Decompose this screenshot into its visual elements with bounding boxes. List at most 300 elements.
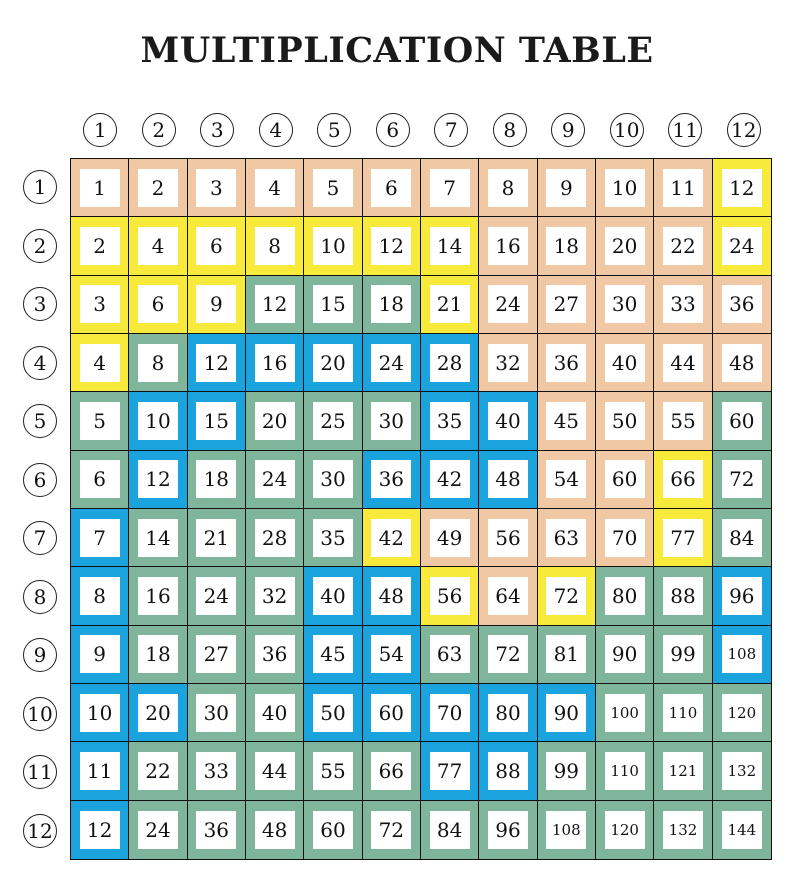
table-cell [363,334,421,392]
cell-value: 55 [313,752,353,790]
cell-value: 3 [80,285,120,323]
table-cell [129,742,187,800]
table-cell [188,626,246,684]
column-header-5: 5 [317,113,351,147]
cell-value: 32 [255,577,295,615]
cell-value: 18 [196,460,236,498]
cell-value: 120 [605,811,645,849]
cell-value: 99 [663,635,703,673]
table-cell [246,159,304,217]
table-cell [304,684,362,742]
table-cell [479,801,537,859]
cell-value: 16 [255,344,295,382]
cell-value: 20 [255,402,295,440]
cell-value: 24 [722,227,762,265]
table-cell [538,684,596,742]
cell-value: 14 [138,519,178,557]
table-cell [654,509,712,567]
cell-value: 48 [488,460,528,498]
cell-value: 40 [488,402,528,440]
cell-value: 45 [313,635,353,673]
table-cell [71,626,129,684]
table-cell [363,392,421,450]
cell-value: 12 [371,227,411,265]
row-header-8: 8 [23,580,57,614]
column-header-11: 11 [668,113,702,147]
table-cell [538,276,596,334]
table-cell [246,392,304,450]
cell-value: 27 [546,285,586,323]
cell-value: 77 [663,519,703,557]
table-cell [596,684,654,742]
table-cell [538,509,596,567]
cell-value: 54 [371,635,411,673]
table-cell [596,509,654,567]
row-header-6: 6 [23,463,57,497]
cell-value: 33 [196,752,236,790]
row-header-10: 10 [23,697,57,731]
column-header-12: 12 [727,113,761,147]
cell-value: 2 [138,169,178,207]
table-cell [304,801,362,859]
table-cell [304,276,362,334]
cell-value: 24 [196,577,236,615]
cell-value: 49 [430,519,470,557]
table-cell [596,392,654,450]
cell-value: 10 [80,694,120,732]
table-cell [421,801,479,859]
cell-value: 11 [663,169,703,207]
cell-value: 72 [722,460,762,498]
cell-value: 48 [371,577,411,615]
table-cell [188,334,246,392]
cell-value: 7 [80,519,120,557]
multiplication-grid [70,158,772,860]
table-cell [538,801,596,859]
cell-value: 35 [430,402,470,440]
table-cell [188,217,246,275]
table-cell [421,567,479,625]
table-cell [713,451,771,509]
table-cell [654,392,712,450]
cell-value: 8 [138,344,178,382]
table-cell [246,567,304,625]
table-cell [713,801,771,859]
cell-value: 12 [722,169,762,207]
table-cell [421,742,479,800]
cell-value: 84 [722,519,762,557]
cell-value: 35 [313,519,353,557]
row-header-11: 11 [23,755,57,789]
table-cell [246,334,304,392]
cell-value: 33 [663,285,703,323]
cell-value: 15 [313,285,353,323]
table-cell [713,276,771,334]
table-cell [596,567,654,625]
table-cell [363,742,421,800]
cell-value: 110 [663,694,703,732]
row-header-2: 2 [23,229,57,263]
cell-value: 48 [255,811,295,849]
column-header-1: 1 [83,113,117,147]
table-cell [71,509,129,567]
cell-value: 42 [371,519,411,557]
table-cell [421,626,479,684]
table-cell [421,334,479,392]
cell-value: 18 [138,635,178,673]
table-cell [479,742,537,800]
page-title: MULTIPLICATION TABLE [140,30,654,71]
table-cell [71,392,129,450]
cell-value: 96 [488,811,528,849]
cell-value: 63 [546,519,586,557]
row-header-4: 4 [23,346,57,380]
cell-value: 44 [663,344,703,382]
table-cell [363,451,421,509]
table-cell [596,801,654,859]
table-cell [421,159,479,217]
cell-value: 12 [80,811,120,849]
table-cell [538,451,596,509]
table-cell [129,684,187,742]
table-cell [363,217,421,275]
cell-value: 7 [430,169,470,207]
cell-value: 60 [605,460,645,498]
table-cell [654,684,712,742]
row-header-7: 7 [23,521,57,555]
cell-value: 20 [138,694,178,732]
cell-value: 40 [605,344,645,382]
table-cell [654,276,712,334]
table-cell [188,684,246,742]
cell-value: 72 [546,577,586,615]
cell-value: 32 [488,344,528,382]
cell-value: 28 [430,344,470,382]
cell-value: 36 [371,460,411,498]
cell-value: 9 [196,285,236,323]
table-cell [479,334,537,392]
table-cell [538,626,596,684]
cell-value: 110 [605,752,645,790]
table-cell [71,742,129,800]
table-cell [538,334,596,392]
table-cell [188,801,246,859]
table-cell [246,451,304,509]
cell-value: 40 [313,577,353,615]
cell-value: 88 [488,752,528,790]
table-cell [363,684,421,742]
cell-value: 70 [430,694,470,732]
cell-value: 24 [371,344,411,382]
table-cell [304,334,362,392]
column-header-6: 6 [376,113,410,147]
cell-value: 16 [138,577,178,615]
table-cell [654,334,712,392]
table-cell [71,217,129,275]
cell-value: 21 [430,285,470,323]
cell-value: 6 [138,285,178,323]
cell-value: 18 [371,285,411,323]
cell-value: 28 [255,519,295,557]
table-cell [654,742,712,800]
table-cell [654,801,712,859]
table-cell [129,801,187,859]
cell-value: 10 [605,169,645,207]
table-cell [421,684,479,742]
table-cell [304,392,362,450]
cell-value: 12 [196,344,236,382]
cell-value: 30 [196,694,236,732]
cell-value: 45 [546,402,586,440]
table-cell [188,451,246,509]
cell-value: 42 [430,460,470,498]
cell-value: 84 [430,811,470,849]
table-cell [129,159,187,217]
table-cell [654,451,712,509]
table-cell [713,392,771,450]
table-cell [479,509,537,567]
cell-value: 11 [80,752,120,790]
cell-value: 16 [488,227,528,265]
cell-value: 63 [430,635,470,673]
cell-value: 144 [722,811,762,849]
table-cell [363,567,421,625]
table-cell [304,626,362,684]
table-cell [538,392,596,450]
cell-value: 30 [371,402,411,440]
table-cell [304,567,362,625]
column-header-4: 4 [259,113,293,147]
cell-value: 8 [488,169,528,207]
cell-value: 12 [138,460,178,498]
table-cell [363,276,421,334]
cell-value: 10 [313,227,353,265]
table-cell [421,217,479,275]
table-cell [129,509,187,567]
cell-value: 30 [605,285,645,323]
table-cell [129,626,187,684]
cell-value: 25 [313,402,353,440]
cell-value: 8 [80,577,120,615]
cell-value: 36 [196,811,236,849]
cell-value: 120 [722,694,762,732]
table-cell [188,159,246,217]
row-header-9: 9 [23,638,57,672]
table-cell [479,276,537,334]
cell-value: 108 [546,811,586,849]
table-cell [129,276,187,334]
table-cell [363,509,421,567]
cell-value: 56 [488,519,528,557]
cell-value: 24 [488,285,528,323]
table-cell [713,509,771,567]
cell-value: 6 [196,227,236,265]
table-cell [538,159,596,217]
table-cell [479,159,537,217]
cell-value: 21 [196,519,236,557]
cell-value: 99 [546,752,586,790]
cell-value: 50 [605,402,645,440]
cell-value: 1 [80,169,120,207]
cell-value: 56 [430,577,470,615]
cell-value: 70 [605,519,645,557]
table-cell [246,742,304,800]
table-cell [246,801,304,859]
table-cell [188,567,246,625]
cell-value: 10 [138,402,178,440]
table-cell [188,392,246,450]
cell-value: 54 [546,460,586,498]
table-cell [188,742,246,800]
table-cell [479,567,537,625]
cell-value: 14 [430,227,470,265]
cell-value: 81 [546,635,586,673]
table-cell [71,159,129,217]
cell-value: 4 [255,169,295,207]
cell-value: 2 [80,227,120,265]
table-cell [71,801,129,859]
table-cell [421,451,479,509]
cell-value: 72 [371,811,411,849]
table-cell [71,334,129,392]
table-cell [129,217,187,275]
table-cell [538,742,596,800]
cell-value: 55 [663,402,703,440]
cell-value: 22 [138,752,178,790]
table-cell [129,567,187,625]
cell-value: 18 [546,227,586,265]
cell-value: 132 [663,811,703,849]
table-cell [363,801,421,859]
cell-value: 5 [313,169,353,207]
cell-value: 60 [313,811,353,849]
table-cell [713,334,771,392]
cell-value: 20 [313,344,353,382]
cell-value: 9 [80,635,120,673]
cell-value: 50 [313,694,353,732]
table-cell [713,626,771,684]
cell-value: 5 [80,402,120,440]
table-cell [713,684,771,742]
table-cell [654,159,712,217]
table-cell [421,276,479,334]
table-cell [713,742,771,800]
table-cell [421,509,479,567]
cell-value: 4 [138,227,178,265]
table-cell [304,509,362,567]
cell-value: 6 [371,169,411,207]
cell-value: 36 [255,635,295,673]
table-cell [188,509,246,567]
cell-value: 80 [488,694,528,732]
column-header-3: 3 [200,113,234,147]
cell-value: 100 [605,694,645,732]
table-cell [304,217,362,275]
row-header-12: 12 [23,814,57,848]
cell-value: 9 [546,169,586,207]
table-cell [363,626,421,684]
table-cell [596,159,654,217]
cell-value: 90 [546,694,586,732]
table-cell [654,217,712,275]
table-cell [304,742,362,800]
cell-value: 24 [255,460,295,498]
cell-value: 20 [605,227,645,265]
table-cell [363,159,421,217]
table-cell [713,217,771,275]
table-cell [596,626,654,684]
table-cell [71,451,129,509]
cell-value: 24 [138,811,178,849]
table-cell [246,626,304,684]
cell-value: 80 [605,577,645,615]
table-cell [304,451,362,509]
table-cell [479,392,537,450]
row-header-5: 5 [23,404,57,438]
table-cell [304,159,362,217]
cell-value: 88 [663,577,703,615]
table-cell [479,451,537,509]
row-header-3: 3 [23,287,57,321]
table-cell [479,626,537,684]
table-cell [188,276,246,334]
cell-value: 66 [663,460,703,498]
table-cell [596,276,654,334]
cell-value: 8 [255,227,295,265]
table-cell [538,217,596,275]
cell-value: 36 [722,285,762,323]
table-cell [596,217,654,275]
cell-value: 108 [722,635,762,673]
table-cell [246,684,304,742]
column-header-2: 2 [142,113,176,147]
cell-value: 96 [722,577,762,615]
cell-value: 90 [605,635,645,673]
table-cell [479,217,537,275]
table-cell [129,392,187,450]
table-cell [246,509,304,567]
cell-value: 66 [371,752,411,790]
cell-value: 60 [722,402,762,440]
table-cell [479,684,537,742]
table-cell [713,567,771,625]
cell-value: 40 [255,694,295,732]
table-cell [246,217,304,275]
table-cell [246,276,304,334]
table-cell [71,567,129,625]
cell-value: 60 [371,694,411,732]
column-header-10: 10 [610,113,644,147]
table-cell [71,684,129,742]
cell-value: 6 [80,460,120,498]
column-header-8: 8 [493,113,527,147]
table-cell [421,392,479,450]
cell-value: 44 [255,752,295,790]
row-header-1: 1 [23,170,57,204]
table-cell [129,334,187,392]
cell-value: 72 [488,635,528,673]
table-cell [596,334,654,392]
cell-value: 64 [488,577,528,615]
cell-value: 4 [80,344,120,382]
table-cell [654,567,712,625]
column-header-7: 7 [434,113,468,147]
column-header-9: 9 [551,113,585,147]
table-cell [71,276,129,334]
table-cell [654,626,712,684]
cell-value: 77 [430,752,470,790]
cell-value: 3 [196,169,236,207]
